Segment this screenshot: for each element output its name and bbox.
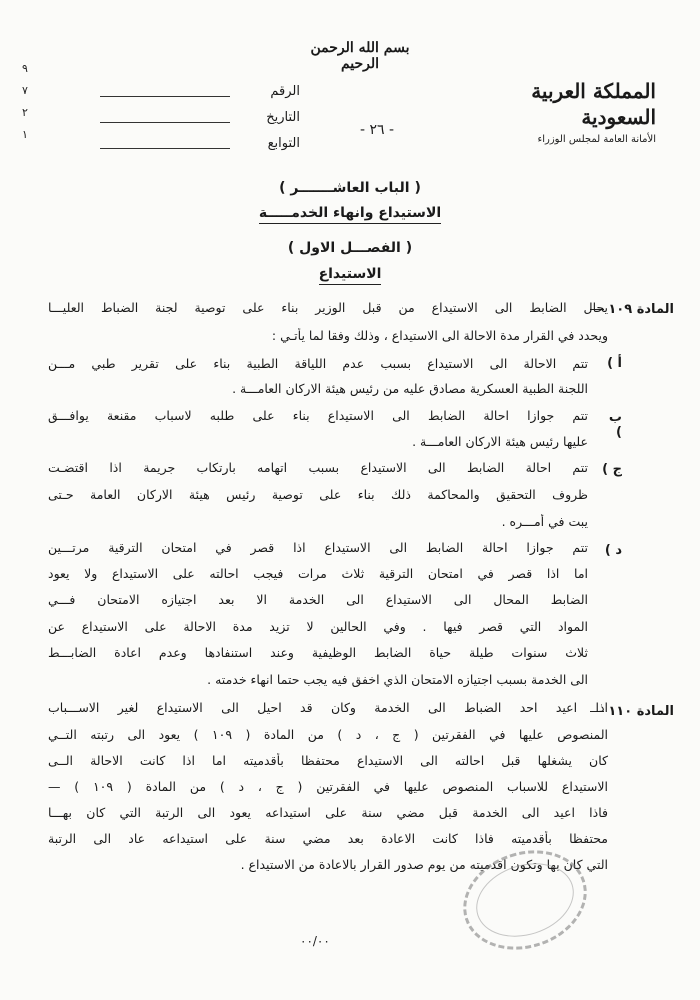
meta-label: التوابع [267, 136, 300, 151]
chapter-label: ( الباب العاشـــــــر ) [279, 180, 421, 196]
meta-label: التاريخ [266, 110, 300, 125]
item-mark-d: د ) [604, 543, 622, 558]
margin-mark: ٧ [22, 84, 28, 97]
margin-mark: ٩ [22, 62, 28, 75]
article-109-line: ويحدد في القرار مدة الاحالة الى الاستيداع ، وذلك وفقا لما يأتـي : [271, 328, 608, 343]
margin-mark: ١ [22, 128, 28, 141]
section-label: ( الفصـــل الاول ) [287, 240, 413, 256]
item-c-line: يبت في أمـــره . [501, 514, 588, 529]
article-109-line: يحال الضابط الى الاستيداع من قبل الوزير بناء على توصية لجنة الضباط العليـــا [48, 300, 608, 315]
section-title-text: الاستيداع [319, 266, 382, 285]
letterhead [486, 78, 656, 145]
page-number: - ٢٦ - [360, 122, 395, 138]
meta-label: الرقم [270, 84, 300, 99]
continuation-mark: ٠٠/٠٠ [300, 934, 330, 948]
item-mark-c: ج ) [602, 462, 622, 477]
item-c-line: تتم احالة الضابط الى الاستيداع بسبب اتهامه بارتكاب جريمة اذا اقتضـت [48, 460, 588, 475]
item-d-line: ثلاث سنوات طيلة حياة الضابط الوظيفية وعند استنفادها وعدم اعادة الضابـــط [48, 645, 588, 660]
item-a-line: اللجنة الطبية العسكرية مصادق عليه من رئيس هيئة الاركان العامـــة . [232, 381, 588, 396]
article-110-line: التي كان بها وتكون اقدميته من يوم صدور القرار بالاعادة من الاستيداع . [240, 857, 608, 872]
article-110-line: فاذا اعيد الى الخدمة قبل مضي سنة على استيداعه يعود الى الرتبة التي كان بهـــا [48, 805, 608, 820]
chapter-title-text: الاستيداع وانهاء الخدمـــــة [259, 205, 441, 224]
item-mark-b: ب ) [608, 410, 622, 440]
chapter-title [0, 205, 700, 221]
article-110-line: محتفظا بأقدميته فاذا كانت الاعادة بعد مضي سنة على استيداعه عاد الى الرتبة [48, 831, 608, 846]
office-name: الأمانة العامة لمجلس الوزراء [537, 134, 656, 145]
item-b-line: تتم جوازا احالة الضابط الى الاستيداع بناء على طلبه لاسباب مقنعة يوافـــق [48, 408, 588, 423]
article-110-line: كان يشغلها قبل احالته الى الاستيداع محتفظا بأقدميته اما اذا كانت الاحالة الــى [48, 753, 608, 768]
margin-mark: ٢ [22, 106, 28, 119]
article-110-label: المادة ١١٠ [590, 704, 674, 719]
margin-marks [22, 58, 36, 146]
official-stamp [450, 835, 599, 965]
basmala: بسم الله الرحمن الرحيم [310, 40, 410, 72]
item-c-line: ظروف التحقيق والمحاكمة ذلك بناء على توصية رئيس هيئة الاركان العامة حـتى [48, 487, 588, 502]
item-d-line: الضابط المحال الى الاستيداع الى الخدمة الا بعد اجتيازه الامتحان فـــي [48, 592, 588, 607]
item-b-line: عليها رئيس هيئة الاركان العامـــة . [412, 434, 588, 449]
item-mark-a: أ ) [607, 356, 622, 371]
article-110-line: المنصوص عليها في الفقرتين ( ج ، د ) من المادة ( ١٠٩ ) يعود الى رتبته التــي [48, 727, 608, 742]
item-a-line: تتم الاحالة الى الاستيداع بسبب عدم اللياقة الطبية بناء على تقرير طبي مـــن [48, 356, 588, 371]
item-d-line: تتم جوازا احالة الضابط الى الاستيداع اذا قصر في امتحان الترقية مرتـــين [48, 540, 588, 555]
item-d-line: اما اذا قصر في امتحان الترقية ثلاث مرات فيجب احالته على الاستيداع ولا يعود [48, 566, 588, 581]
article-110-line: الاستيداع للاسباب المنصوص عليها في الفقرتين ( ج ، د ) من المادة ( ١٠٩ ) — [48, 779, 608, 794]
section-title [0, 266, 700, 282]
item-d-line: المواد التي قصر فيها . وفي الحالين لا تزيد مدة الاحالة على الاستيداع عن [48, 619, 588, 634]
item-d-line: الى الخدمة بسبب اجتيازه الامتحان الذي اخفق فيه يجب حتما انهاء خدمته . [207, 672, 588, 687]
kingdom-name: المملكة العربية السعودية [531, 79, 656, 129]
article-110-line: اذا اعيد احد الضباط الى الخدمة وكان قد احيل الى الاستيداع لغير الاســـباب [48, 700, 608, 715]
article-109-label: المادة ١٠٩ [590, 302, 674, 317]
